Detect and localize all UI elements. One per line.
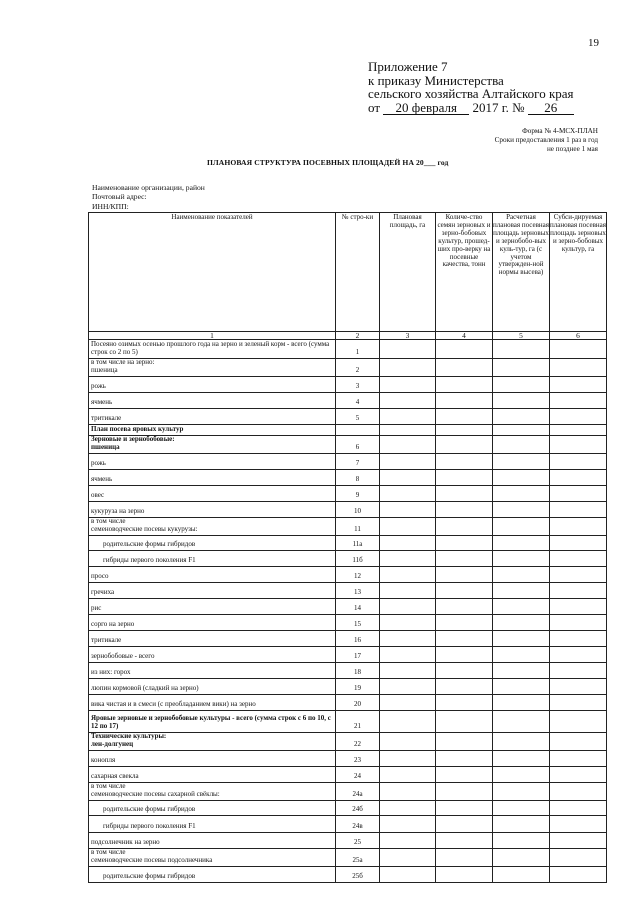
table-row xyxy=(89,615,607,631)
deadline-line-1: Сроки предоставления 1 раз в год xyxy=(494,136,598,145)
row-number: 11а xyxy=(336,536,380,551)
table-row xyxy=(89,486,607,502)
row-name: в том числе семеноводческие посевы сахарной свёклы: xyxy=(89,783,336,801)
row-name: люпин кормовой (сладкий на зерно) xyxy=(89,679,336,695)
row-name: вика чистая и в смеси (с преобладанием вики) на зерно xyxy=(89,695,336,711)
input-cell[interactable] xyxy=(493,359,550,377)
input-cell[interactable] xyxy=(380,567,436,583)
input-cell[interactable] xyxy=(436,583,493,599)
column-number-row xyxy=(89,332,607,340)
row-number: 22 xyxy=(336,733,380,751)
input-cell[interactable] xyxy=(436,470,493,486)
table-row xyxy=(89,518,607,536)
input-cell[interactable] xyxy=(550,359,607,377)
input-cell[interactable] xyxy=(493,486,550,502)
input-cell[interactable] xyxy=(493,816,550,833)
input-cell[interactable] xyxy=(380,867,436,883)
input-cell[interactable] xyxy=(550,470,607,486)
appendix-order-ref: к приказу Министерства xyxy=(368,72,504,88)
input-cell[interactable] xyxy=(380,599,436,615)
input-cell[interactable] xyxy=(380,695,436,711)
table-row xyxy=(89,425,607,436)
row-name: родительские формы гибридов xyxy=(89,801,336,816)
input-cell[interactable] xyxy=(436,631,493,647)
column-number: 3 xyxy=(380,332,436,340)
row-number: 21 xyxy=(336,711,380,733)
input-cell[interactable] xyxy=(550,849,607,867)
input-cell[interactable] xyxy=(436,801,493,816)
input-cell[interactable] xyxy=(380,711,436,733)
row-number: 17 xyxy=(336,647,380,663)
row-number: 24 xyxy=(336,767,380,783)
table-row xyxy=(89,733,607,751)
input-cell[interactable] xyxy=(380,470,436,486)
input-cell[interactable] xyxy=(436,647,493,663)
input-cell[interactable] xyxy=(493,393,550,409)
input-cell[interactable] xyxy=(550,486,607,502)
row-name: Яровые зерновые и зернобобовые культуры - всего (сумма строк с 6 по 10, с 12 по 17) xyxy=(89,711,336,733)
input-cell[interactable] xyxy=(550,816,607,833)
input-cell[interactable] xyxy=(550,536,607,551)
row-number: 25 xyxy=(336,833,380,849)
input-cell[interactable] xyxy=(436,615,493,631)
header-seed-quantity: Количе-ство семян зерновых и зерно-бобовых культур, прошед-ших про-верку на посевные качества, тонн xyxy=(436,213,493,332)
input-cell[interactable] xyxy=(550,377,607,393)
row-number: 3 xyxy=(336,377,380,393)
input-cell[interactable] xyxy=(436,867,493,883)
input-cell[interactable] xyxy=(380,647,436,663)
input-cell[interactable] xyxy=(493,751,550,767)
row-number: 16 xyxy=(336,631,380,647)
row-name: рожь xyxy=(89,377,336,393)
input-cell[interactable] xyxy=(380,377,436,393)
input-cell[interactable] xyxy=(493,711,550,733)
table-body xyxy=(89,340,607,883)
input-cell[interactable] xyxy=(436,816,493,833)
input-cell[interactable] xyxy=(436,551,493,567)
header-subsidized-area: Субси-дируемая плановая посевная площадь зерновых и зерно-бобовых культур, га xyxy=(550,213,607,332)
table-row xyxy=(89,801,607,816)
input-cell[interactable] xyxy=(380,551,436,567)
input-cell[interactable] xyxy=(436,377,493,393)
table-row xyxy=(89,409,607,425)
order-number: 26 xyxy=(528,102,574,115)
row-number: 24б xyxy=(336,801,380,816)
row-number: 24а xyxy=(336,783,380,801)
input-cell[interactable] xyxy=(493,583,550,599)
row-number: 12 xyxy=(336,567,380,583)
row-number: 15 xyxy=(336,615,380,631)
input-cell[interactable] xyxy=(493,567,550,583)
row-name: ячмень xyxy=(89,393,336,409)
header-row-number: № стро-ки xyxy=(336,213,380,332)
input-cell[interactable] xyxy=(550,801,607,816)
input-cell[interactable] xyxy=(550,409,607,425)
table-row xyxy=(89,454,607,470)
deadline-line-2: не позднее 1 мая xyxy=(546,145,598,154)
input-cell[interactable] xyxy=(380,425,436,436)
input-cell[interactable] xyxy=(380,502,436,518)
row-number: 7 xyxy=(336,454,380,470)
input-cell[interactable] xyxy=(436,711,493,733)
row-name: Посеяно озимых осенью прошлого года на зерно и зеленый корм - всего (сумма строк со 2 по 5) xyxy=(89,340,336,359)
input-cell[interactable] xyxy=(436,733,493,751)
column-number: 5 xyxy=(493,332,550,340)
input-cell[interactable] xyxy=(436,518,493,536)
input-cell[interactable] xyxy=(493,425,550,436)
input-cell[interactable] xyxy=(380,583,436,599)
input-cell[interactable] xyxy=(550,393,607,409)
input-cell[interactable] xyxy=(436,486,493,502)
input-cell[interactable] xyxy=(550,867,607,883)
input-cell[interactable] xyxy=(493,849,550,867)
table-row xyxy=(89,783,607,801)
row-name: в том числе на зерно: пшеница xyxy=(89,359,336,377)
row-number: 6 xyxy=(336,436,380,454)
table-row xyxy=(89,599,607,615)
row-name: Зерновые и зернобобовые: пшеница xyxy=(89,436,336,454)
table-row xyxy=(89,583,607,599)
sowing-area-table xyxy=(88,212,607,883)
input-cell[interactable] xyxy=(493,783,550,801)
date-value: 20 февраля xyxy=(383,102,469,115)
column-number: 2 xyxy=(336,332,380,340)
input-cell[interactable] xyxy=(550,733,607,751)
row-number: 11 xyxy=(336,518,380,536)
table-row xyxy=(89,663,607,679)
input-cell[interactable] xyxy=(493,647,550,663)
row-name: кукуруза на зерно xyxy=(89,502,336,518)
form-info xyxy=(495,127,598,155)
input-cell[interactable] xyxy=(493,409,550,425)
input-cell[interactable] xyxy=(436,849,493,867)
row-number: 24в xyxy=(336,816,380,833)
input-cell[interactable] xyxy=(550,647,607,663)
input-cell[interactable] xyxy=(493,679,550,695)
input-cell[interactable] xyxy=(550,783,607,801)
row-name: сорго на зерно xyxy=(89,615,336,631)
row-number: 5 xyxy=(336,409,380,425)
input-cell[interactable] xyxy=(436,340,493,359)
page-number: 19 xyxy=(588,37,599,49)
input-cell[interactable] xyxy=(380,663,436,679)
row-number: 14 xyxy=(336,599,380,615)
table-row xyxy=(89,377,607,393)
appendix-block xyxy=(368,60,574,115)
input-cell[interactable] xyxy=(436,663,493,679)
header-planned-area: Плановая площадь, га xyxy=(380,213,436,332)
input-cell[interactable] xyxy=(436,679,493,695)
input-cell[interactable] xyxy=(550,833,607,849)
input-cell[interactable] xyxy=(380,486,436,502)
input-cell[interactable] xyxy=(550,340,607,359)
input-cell[interactable] xyxy=(550,425,607,436)
input-cell[interactable] xyxy=(380,733,436,751)
input-cell[interactable] xyxy=(436,454,493,470)
date-prefix: от xyxy=(368,99,381,115)
appendix-title: Приложение 7 xyxy=(368,59,448,74)
row-number: 23 xyxy=(336,751,380,767)
input-cell[interactable] xyxy=(380,816,436,833)
year-text: 2017 г. № xyxy=(472,99,525,115)
table-row xyxy=(89,867,607,883)
input-cell[interactable] xyxy=(493,695,550,711)
row-number: 1 xyxy=(336,340,380,359)
row-name: конопля xyxy=(89,751,336,767)
table-row xyxy=(89,502,607,518)
page-title: ПЛАНОВАЯ СТРУКТУРА ПОСЕВНЫХ ПЛОЩАДЕЙ НА 20___ год xyxy=(207,158,449,167)
input-cell[interactable] xyxy=(380,767,436,783)
form-code: Форма № 4-МСХ-ПЛАН xyxy=(522,127,598,135)
table-row xyxy=(89,340,607,359)
input-cell[interactable] xyxy=(493,377,550,393)
table-row xyxy=(89,767,607,783)
header-indicator-name: Наименование показателей xyxy=(89,213,336,332)
input-cell[interactable] xyxy=(493,454,550,470)
table-row xyxy=(89,551,607,567)
row-name: в том числе семеноводческие посевы подсолнечника xyxy=(89,849,336,867)
row-number: 13 xyxy=(336,583,380,599)
input-cell[interactable] xyxy=(493,536,550,551)
input-cell[interactable] xyxy=(550,615,607,631)
input-cell[interactable] xyxy=(380,436,436,454)
row-number: 2 xyxy=(336,359,380,377)
input-cell[interactable] xyxy=(380,631,436,647)
input-cell[interactable] xyxy=(380,751,436,767)
row-number: 20 xyxy=(336,695,380,711)
row-name: рожь xyxy=(89,454,336,470)
row-name: Технические культуры: лен-долгунец xyxy=(89,733,336,751)
input-cell[interactable] xyxy=(380,454,436,470)
input-cell[interactable] xyxy=(550,695,607,711)
row-name: гречиха xyxy=(89,583,336,599)
row-name: тритикале xyxy=(89,409,336,425)
row-number: 9 xyxy=(336,486,380,502)
input-cell[interactable] xyxy=(550,663,607,679)
input-cell[interactable] xyxy=(550,436,607,454)
input-cell[interactable] xyxy=(550,711,607,733)
input-cell[interactable] xyxy=(550,767,607,783)
input-cell[interactable] xyxy=(493,615,550,631)
input-cell[interactable] xyxy=(550,502,607,518)
table-row xyxy=(89,647,607,663)
input-cell[interactable] xyxy=(380,536,436,551)
input-cell[interactable] xyxy=(436,536,493,551)
input-cell[interactable] xyxy=(493,599,550,615)
row-name: тритикале xyxy=(89,631,336,647)
input-cell[interactable] xyxy=(380,359,436,377)
row-name: гибриды первого поколения F1 xyxy=(89,551,336,567)
input-cell[interactable] xyxy=(436,767,493,783)
input-cell[interactable] xyxy=(436,425,493,436)
input-cell[interactable] xyxy=(493,436,550,454)
input-cell[interactable] xyxy=(550,583,607,599)
table-row xyxy=(89,816,607,833)
input-cell[interactable] xyxy=(550,551,607,567)
input-cell[interactable] xyxy=(550,454,607,470)
header-calculated-area: Расчетная плановая посевная площадь зерновых и зернобобо-вых куль-тур, га (с учетом утвержден-ной нормы высева) xyxy=(493,213,550,332)
input-cell[interactable] xyxy=(436,567,493,583)
row-name: рис xyxy=(89,599,336,615)
row-number: 4 xyxy=(336,393,380,409)
table-row xyxy=(89,695,607,711)
row-name: из них: горох xyxy=(89,663,336,679)
input-cell[interactable] xyxy=(380,679,436,695)
input-cell[interactable] xyxy=(493,502,550,518)
input-cell[interactable] xyxy=(493,663,550,679)
row-name: овес xyxy=(89,486,336,502)
input-cell[interactable] xyxy=(380,783,436,801)
row-number: 18 xyxy=(336,663,380,679)
input-cell[interactable] xyxy=(493,733,550,751)
input-cell[interactable] xyxy=(436,502,493,518)
input-cell[interactable] xyxy=(493,631,550,647)
table-row xyxy=(89,536,607,551)
row-number: 19 xyxy=(336,679,380,695)
row-name: в том числе семеноводческие посевы кукурузы: xyxy=(89,518,336,536)
input-cell[interactable] xyxy=(550,631,607,647)
input-cell[interactable] xyxy=(493,551,550,567)
row-name: ячмень xyxy=(89,470,336,486)
input-cell[interactable] xyxy=(436,359,493,377)
input-cell[interactable] xyxy=(380,801,436,816)
appendix-date-line xyxy=(368,101,574,115)
input-cell[interactable] xyxy=(380,615,436,631)
row-name: родительские формы гибридов xyxy=(89,867,336,883)
input-cell[interactable] xyxy=(550,751,607,767)
row-number: 11б xyxy=(336,551,380,567)
input-cell[interactable] xyxy=(493,833,550,849)
input-cell[interactable] xyxy=(550,567,607,583)
input-cell[interactable] xyxy=(493,340,550,359)
row-number: 25б xyxy=(336,867,380,883)
row-number: 10 xyxy=(336,502,380,518)
table-row xyxy=(89,711,607,733)
input-cell[interactable] xyxy=(493,518,550,536)
row-name: родительские формы гибридов xyxy=(89,536,336,551)
column-number: 4 xyxy=(436,332,493,340)
table-row xyxy=(89,679,607,695)
input-cell[interactable] xyxy=(493,470,550,486)
input-cell[interactable] xyxy=(550,599,607,615)
row-name: сахарная свекла xyxy=(89,767,336,783)
table-row xyxy=(89,751,607,767)
postal-address-label: Почтовый адрес: xyxy=(92,192,147,202)
input-cell[interactable] xyxy=(493,801,550,816)
input-cell[interactable] xyxy=(550,679,607,695)
row-name: План посева яровых культур xyxy=(89,425,336,436)
input-cell[interactable] xyxy=(436,833,493,849)
table-row xyxy=(89,631,607,647)
input-cell[interactable] xyxy=(436,409,493,425)
appendix-ministry: сельского хозяйства Алтайского края xyxy=(368,86,574,101)
input-cell[interactable] xyxy=(493,867,550,883)
row-name: просо xyxy=(89,567,336,583)
input-cell[interactable] xyxy=(436,695,493,711)
table-row xyxy=(89,849,607,867)
input-cell[interactable] xyxy=(380,393,436,409)
inn-kpp-label: ИНН/КПП: xyxy=(92,201,129,211)
input-cell[interactable] xyxy=(493,767,550,783)
organization-info xyxy=(92,183,205,211)
input-cell[interactable] xyxy=(380,409,436,425)
input-cell[interactable] xyxy=(436,783,493,801)
column-number: 1 xyxy=(89,332,336,340)
row-number: 25а xyxy=(336,849,380,867)
table-row xyxy=(89,436,607,454)
input-cell[interactable] xyxy=(436,599,493,615)
input-cell[interactable] xyxy=(380,833,436,849)
input-cell[interactable] xyxy=(380,518,436,536)
table-row xyxy=(89,833,607,849)
table-header-row xyxy=(89,213,607,332)
input-cell[interactable] xyxy=(550,518,607,536)
row-name: зернобобовые - всего xyxy=(89,647,336,663)
table-row xyxy=(89,567,607,583)
input-cell[interactable] xyxy=(436,436,493,454)
table-row xyxy=(89,470,607,486)
row-name: гибриды первого поколения F1 xyxy=(89,816,336,833)
input-cell[interactable] xyxy=(436,751,493,767)
table-row xyxy=(89,393,607,409)
row-name: подсолнечник на зерно xyxy=(89,833,336,849)
input-cell[interactable] xyxy=(436,393,493,409)
org-name-label: Наименование организации, район xyxy=(92,183,205,192)
table-row xyxy=(89,359,607,377)
row-number xyxy=(336,425,380,436)
column-number: 6 xyxy=(550,332,607,340)
input-cell[interactable] xyxy=(380,340,436,359)
input-cell[interactable] xyxy=(380,849,436,867)
row-number: 8 xyxy=(336,470,380,486)
